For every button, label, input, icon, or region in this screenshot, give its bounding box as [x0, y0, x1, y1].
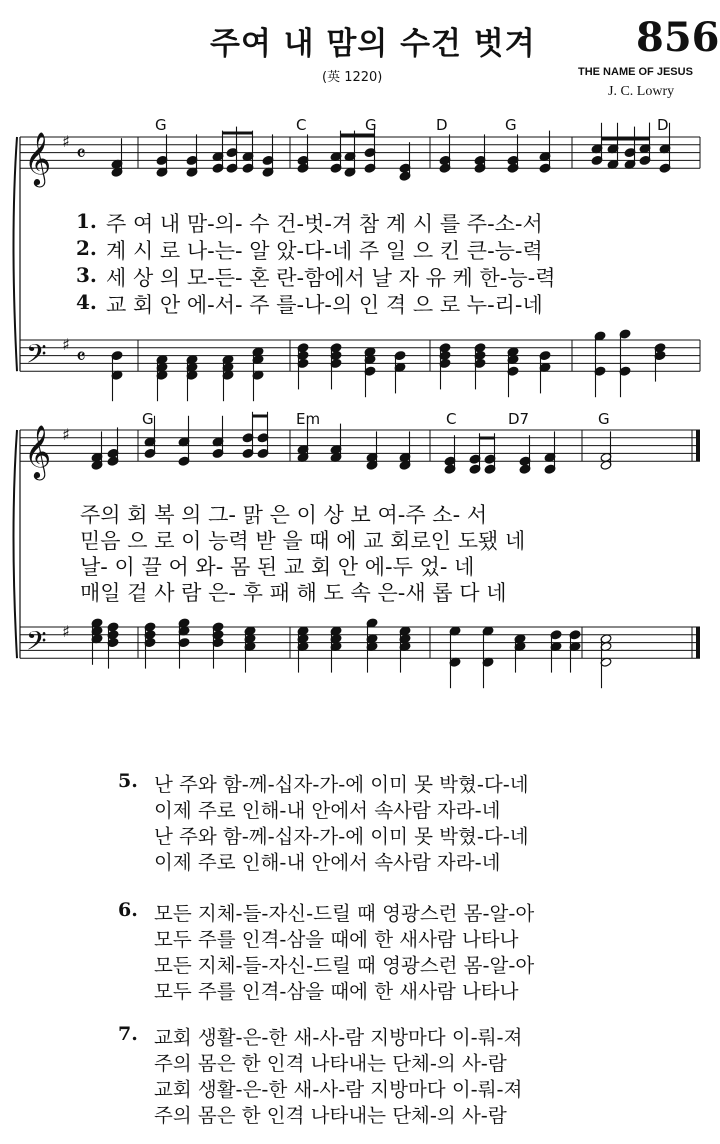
stanza-number: 6. [118, 899, 138, 921]
lyric-line: 주의 회 복 의 그- 맑 은 이 상 보 여-주 소- 서 [80, 503, 488, 527]
chord-symbol: G [598, 410, 610, 428]
lyric-line: 세 상 의 모-든- 혼 란-함에서 날 자 유 케 한-능-력 [106, 266, 556, 290]
chord-symbol: C [446, 410, 457, 428]
time-signature: 𝄴 [76, 345, 86, 370]
key-sharp: ♯ [62, 425, 70, 444]
stanza-line: 모든 지체-들-자신-드릴 때 영광스런 몸-알-아 [154, 902, 535, 925]
key-sharp: ♯ [62, 622, 70, 641]
verse-number: 3. [76, 263, 97, 287]
time-signature: 𝄴 [76, 142, 86, 167]
stanza-line: 교회 생활-은-한 새-사-람 지방마다 이-뤄-져 [154, 1026, 523, 1049]
chord-symbol: Em [296, 410, 321, 428]
stanza-line: 이제 주로 인해-내 안에서 속사람 자라-네 [154, 799, 501, 822]
chord-symbol: G [505, 116, 517, 134]
treble-clef: 𝄞 [24, 424, 52, 478]
stanza-line: 모두 주를 인격-삼을 때에 한 새사람 나타나 [154, 928, 519, 951]
stanza-line: 주의 몸은 한 인격 나타내는 단체-의 사-람 [154, 1104, 507, 1127]
stanza-line: 주의 몸은 한 인격 나타내는 단체-의 사-람 [154, 1052, 507, 1075]
key-sharp: ♯ [62, 335, 70, 354]
stanza-line: 교회 생활-은-한 새-사-람 지방마다 이-뤄-져 [154, 1078, 523, 1101]
hymn-number: 856 [636, 14, 720, 61]
chord-symbol: D7 [508, 410, 530, 428]
stanza-number: 7. [118, 1023, 138, 1045]
treble-clef: 𝄞 [24, 131, 52, 185]
bass-clef: 𝄢 [26, 338, 47, 376]
chord-symbol: C [296, 116, 307, 134]
lyric-line: 매일 겉 사 람 은- 후 패 해 도 속 은-새 롭 다 네 [80, 581, 507, 605]
verse-number: 4. [76, 290, 97, 314]
bass-clef: 𝄢 [26, 625, 47, 663]
english-hymn-number: (英 1220) [322, 70, 383, 85]
key-sharp: ♯ [62, 132, 70, 151]
lyric-line: 교 회 안 에-서- 주 를-나-의 인 격 으 로 누-리-네 [106, 293, 543, 317]
verse-number: 2. [76, 236, 97, 260]
stanza-line: 난 주와 함-께-십자-가-에 이미 못 박혔-다-네 [154, 773, 529, 796]
stanza-number: 5. [118, 770, 138, 792]
stanza-line: 난 주와 함-께-십자-가-에 이미 못 박혔-다-네 [154, 825, 529, 848]
system-brace [14, 430, 18, 658]
lyric-line: 계 시 로 나-는- 알 았-다-네 주 일 으 킨 큰-능-력 [106, 239, 543, 263]
system-brace [14, 137, 18, 371]
lyric-line: 날- 이 끌 어 와- 몸 된 교 회 안 에-두 었- 네 [80, 555, 475, 579]
english-title: THE NAME OF JESUS [578, 66, 693, 78]
composer: J. C. Lowry [608, 84, 675, 99]
hymn-title: 주여 내 맘의 수건 벗겨 [210, 26, 536, 62]
chord-symbol: D [436, 116, 448, 134]
stanza-line: 이제 주로 인해-내 안에서 속사람 자라-네 [154, 851, 501, 874]
lyric-line: 믿음 으 로 이 능력 받 을 때 에 교 회로인 도됐 네 [80, 529, 526, 553]
stanza-line: 모든 지체-들-자신-드릴 때 영광스런 몸-알-아 [154, 954, 535, 977]
lyric-line: 주 여 내 맘-의- 수 건-벗-겨 참 계 시 를 주-소-서 [106, 212, 543, 236]
chord-symbol: G [365, 116, 377, 134]
stanza-line: 모두 주를 인격-삼을 때에 한 새사람 나타나 [154, 980, 519, 1003]
chord-symbol: G [155, 116, 167, 134]
chord-symbol: G [142, 410, 154, 428]
chord-symbol: D [657, 116, 669, 134]
verse-number: 1. [76, 209, 97, 233]
